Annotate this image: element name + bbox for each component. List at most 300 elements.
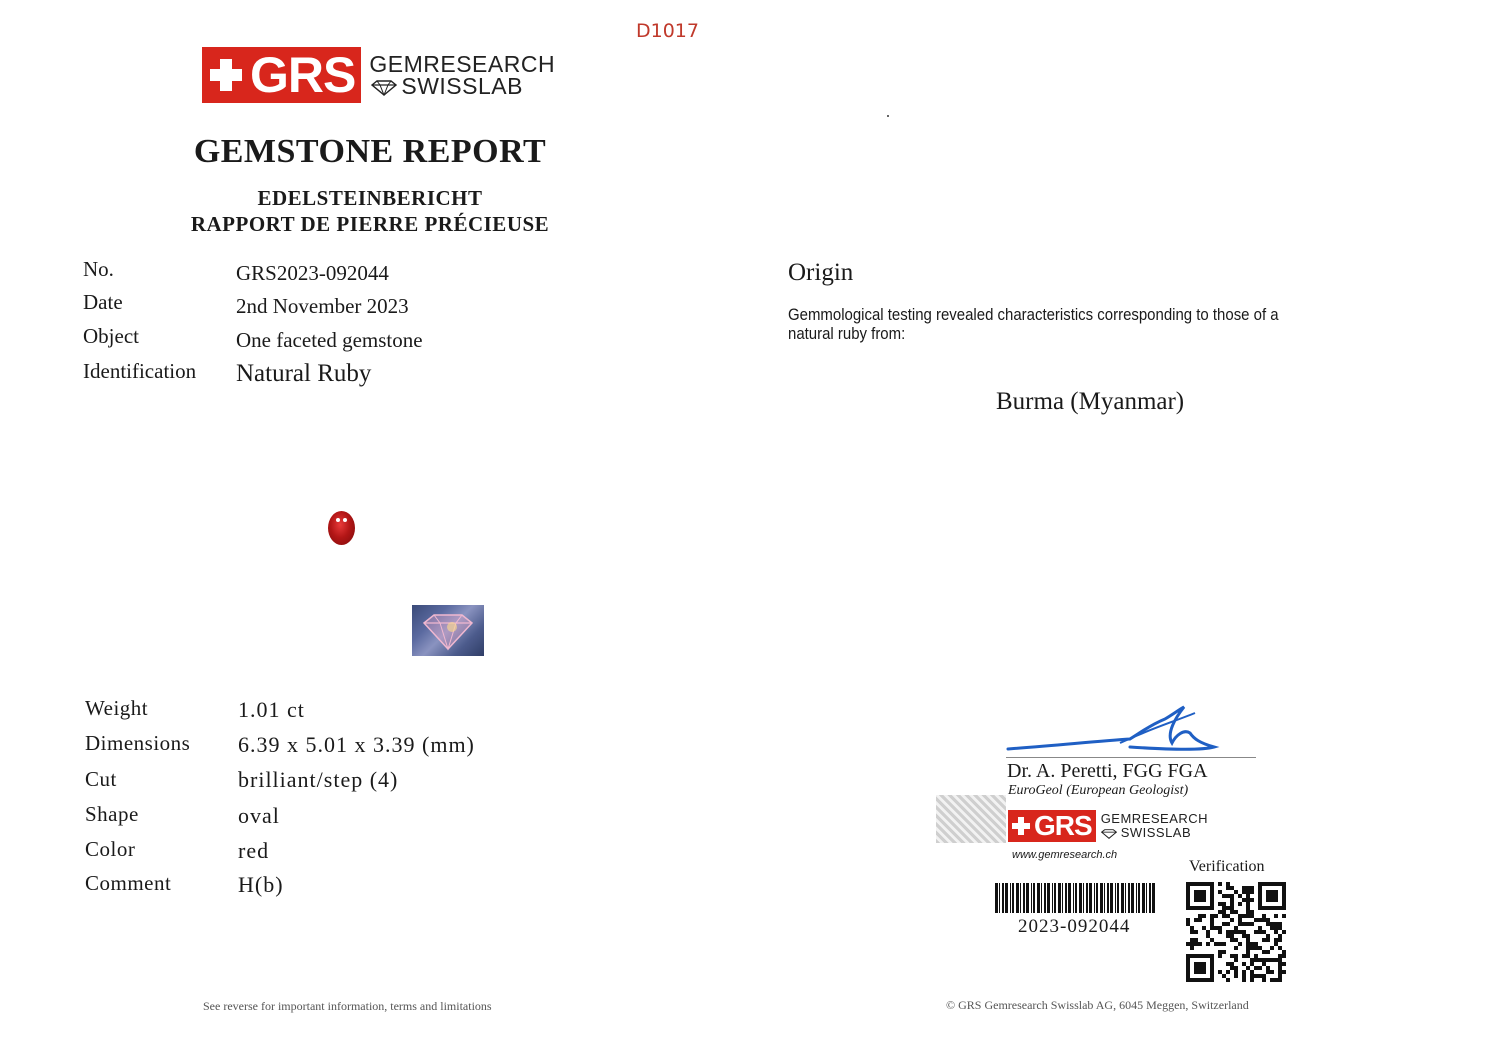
signature-line (1006, 757, 1256, 758)
logo-red-box (202, 47, 361, 103)
barcode-bar (1041, 883, 1042, 913)
qr-module (1186, 898, 1190, 902)
qr-module (1194, 962, 1198, 966)
qr-module (1250, 942, 1254, 946)
qr-module (1230, 910, 1234, 914)
qr-module (1186, 902, 1190, 906)
qr-module (1210, 958, 1214, 962)
qr-module (1254, 958, 1258, 962)
qr-module (1246, 894, 1250, 898)
barcode-bar (1083, 883, 1084, 913)
qr-module (1278, 966, 1282, 970)
qr-module (1198, 898, 1202, 902)
qr-module (1254, 918, 1258, 922)
qr-module (1226, 978, 1230, 982)
barcode-bar (1079, 883, 1082, 913)
qr-module (1186, 942, 1190, 946)
qr-module (1234, 946, 1238, 950)
qr-module (1194, 970, 1198, 974)
barcode-bar (1117, 883, 1119, 913)
qr-module (1242, 930, 1246, 934)
field-value-number: GRS2023-092044 (236, 261, 389, 285)
qr-module (1230, 962, 1234, 966)
qr-module (1262, 978, 1266, 982)
qr-module (1194, 882, 1198, 886)
barcode-bar (1037, 883, 1040, 913)
qr-module (1246, 910, 1250, 914)
gem-reflection (336, 518, 340, 522)
signatory-name: Dr. A. Peretti, FGG FGA (1007, 760, 1208, 782)
qr-module (1186, 882, 1190, 886)
qr-module (1226, 886, 1230, 890)
qr-module (1206, 930, 1210, 934)
qr-module (1270, 922, 1274, 926)
qr-module (1230, 898, 1234, 902)
qr-module (1278, 978, 1282, 982)
prop-label-shape: Shape (85, 802, 139, 826)
barcode-number[interactable]: 2023-092044 (1018, 916, 1131, 937)
qr-module (1210, 882, 1214, 886)
barcode-bar (1128, 883, 1130, 913)
logo-brand-small: GRS (1034, 810, 1092, 841)
diamond-icon (371, 80, 397, 96)
qr-module (1206, 906, 1210, 910)
qr-module (1210, 906, 1214, 910)
qr-module (1242, 886, 1246, 890)
qr-module (1230, 906, 1234, 910)
logo-wordmark (369, 53, 555, 97)
qr-module (1210, 886, 1214, 890)
qr-module (1226, 930, 1230, 934)
qr-module (1230, 918, 1234, 922)
qr-module (1254, 954, 1258, 958)
qr-module (1230, 938, 1234, 942)
qr-module (1186, 894, 1190, 898)
qr-module (1234, 970, 1238, 974)
verification-qr-code[interactable] (1186, 882, 1286, 982)
qr-module (1186, 974, 1190, 978)
qr-module (1194, 930, 1198, 934)
qr-module (1210, 954, 1214, 958)
qr-module (1274, 938, 1278, 942)
barcode-bar (1115, 883, 1116, 913)
qr-module (1250, 978, 1254, 982)
qr-module (1198, 942, 1202, 946)
barcode-bar (1094, 883, 1095, 913)
qr-module (1266, 958, 1270, 962)
qr-module (1198, 970, 1202, 974)
qr-module (1190, 926, 1194, 930)
qr-module (1254, 966, 1258, 970)
qr-module (1226, 934, 1230, 938)
prop-value-shape: oval (238, 803, 280, 828)
field-label-date: Date (83, 290, 123, 314)
qr-module (1266, 922, 1270, 926)
qr-module (1266, 906, 1270, 910)
barcode-bar (1012, 883, 1014, 913)
qr-module (1246, 906, 1250, 910)
qr-module (1238, 914, 1242, 918)
qr-module (1258, 886, 1262, 890)
qr-module (1234, 930, 1238, 934)
qr-module (1186, 918, 1190, 922)
handwritten-reference: D1017 (636, 20, 699, 42)
ruby-photo (328, 511, 355, 545)
qr-module (1250, 962, 1254, 966)
barcode-bar (1110, 883, 1113, 913)
qr-module (1250, 922, 1254, 926)
qr-module (1218, 902, 1222, 906)
qr-module (1198, 882, 1202, 886)
field-value-identification: Natural Ruby (236, 360, 372, 387)
qr-module (1222, 910, 1226, 914)
field-label-object: Object (83, 324, 139, 348)
qr-module (1282, 898, 1286, 902)
qr-module (1190, 906, 1194, 910)
qr-module (1194, 938, 1198, 942)
barcode-bar (1052, 883, 1053, 913)
prop-value-weight: 1.01 ct (238, 697, 305, 722)
qr-module (1282, 902, 1286, 906)
barcode-bar (1044, 883, 1046, 913)
qr-module (1190, 954, 1194, 958)
qr-module (1278, 882, 1282, 886)
qr-module (1246, 966, 1250, 970)
qr-module (1250, 898, 1254, 902)
qr-module (1270, 926, 1274, 930)
report-subtitle-fr: RAPPORT DE PIERRE PRÉCIEUSE (190, 212, 550, 236)
qr-module (1246, 946, 1250, 950)
qr-module (1274, 882, 1278, 886)
qr-module (1282, 894, 1286, 898)
qr-module (1218, 882, 1222, 886)
qr-module (1226, 894, 1230, 898)
qr-module (1218, 942, 1222, 946)
qr-module (1274, 906, 1278, 910)
qr-module (1190, 978, 1194, 982)
qr-module (1266, 890, 1270, 894)
qr-module (1226, 970, 1230, 974)
barcode-bar (1121, 883, 1124, 913)
qr-module (1246, 898, 1250, 902)
qr-module (1266, 882, 1270, 886)
qr-module (1226, 882, 1230, 886)
prop-value-cut: brilliant/step (4) (238, 767, 399, 792)
barcode-bar (1068, 883, 1071, 913)
barcode-bar (1107, 883, 1109, 913)
qr-module (1274, 894, 1278, 898)
origin-heading: Origin (788, 259, 854, 286)
footer-notice: See reverse for important information, terms and limitations (203, 999, 492, 1013)
qr-module (1214, 926, 1218, 930)
qr-module (1270, 946, 1274, 950)
logo-brand: GRS (250, 47, 356, 103)
logo-line2-small: SWISSLAB (1120, 825, 1192, 840)
qr-module (1258, 926, 1262, 930)
qr-module (1186, 962, 1190, 966)
qr-module (1258, 894, 1262, 898)
qr-module (1266, 966, 1270, 970)
qr-module (1198, 890, 1202, 894)
qr-module (1258, 958, 1262, 962)
field-label-identification: Identification (83, 359, 197, 383)
origin-country: Burma (Myanmar) (996, 388, 1185, 415)
report-subtitle-de: EDELSTEINBERICHT (257, 186, 483, 210)
qr-module (1258, 890, 1262, 894)
qr-module (1190, 882, 1194, 886)
barcode-bar (1100, 883, 1103, 913)
qr-module (1194, 966, 1198, 970)
qr-module (1202, 882, 1206, 886)
qr-module (1282, 914, 1286, 918)
qr-module (1198, 918, 1202, 922)
qr-module (1194, 942, 1198, 946)
qr-module (1266, 934, 1270, 938)
qr-module (1274, 898, 1278, 902)
qr-module (1274, 926, 1278, 930)
qr-module (1242, 954, 1246, 958)
barcode-bar (1073, 883, 1074, 913)
qr-module (1194, 918, 1198, 922)
qr-module (1270, 890, 1274, 894)
qr-module (1274, 942, 1278, 946)
qr-module (1278, 906, 1282, 910)
qr-module (1270, 978, 1274, 982)
qr-module (1258, 930, 1262, 934)
qr-module (1186, 922, 1190, 926)
qr-module (1202, 890, 1206, 894)
qr-module (1262, 974, 1266, 978)
qr-module (1210, 962, 1214, 966)
qr-module (1194, 906, 1198, 910)
qr-module (1218, 950, 1222, 954)
qr-module (1262, 918, 1266, 922)
qr-module (1258, 966, 1262, 970)
qr-module (1234, 938, 1238, 942)
qr-module (1186, 886, 1190, 890)
qr-module (1234, 958, 1238, 962)
qr-module (1246, 954, 1250, 958)
qr-module (1246, 922, 1250, 926)
qr-module (1242, 898, 1246, 902)
qr-module (1254, 974, 1258, 978)
qr-module (1230, 954, 1234, 958)
qr-module (1218, 910, 1222, 914)
prop-value-dimensions: 6.39 x 5.01 x 3.39 (mm) (238, 732, 475, 757)
qr-module (1214, 942, 1218, 946)
qr-module (1194, 894, 1198, 898)
qr-module (1206, 934, 1210, 938)
report-title: GEMSTONE REPORT (193, 133, 547, 170)
prop-label-comment: Comment (85, 871, 172, 895)
qr-module (1254, 942, 1258, 946)
qr-module (1198, 954, 1202, 958)
barcode-bar (1096, 883, 1098, 913)
qr-module (1210, 914, 1214, 918)
prop-value-comment: H(b) (238, 872, 284, 897)
qr-module (1206, 882, 1210, 886)
qr-module (1238, 902, 1242, 906)
logo-line1-small: GEMRESEARCH (1100, 811, 1209, 826)
qr-module (1274, 930, 1278, 934)
qr-module (1222, 942, 1226, 946)
qr-module (1222, 922, 1226, 926)
barcode-bar (1023, 883, 1025, 913)
qr-module (1250, 958, 1254, 962)
qr-module (1250, 970, 1254, 974)
qr-module (1242, 978, 1246, 982)
qr-module (1278, 970, 1282, 974)
barcode-bar (1149, 883, 1151, 913)
qr-module (1234, 966, 1238, 970)
barcode (995, 883, 1155, 913)
qr-module (1202, 970, 1206, 974)
qr-module (1186, 966, 1190, 970)
qr-module (1226, 906, 1230, 910)
qr-module (1222, 906, 1226, 910)
qr-module (1258, 898, 1262, 902)
qr-module (1282, 950, 1286, 954)
qr-module (1274, 890, 1278, 894)
barcode-bar (1138, 883, 1140, 913)
qr-module (1242, 914, 1246, 918)
barcode-bar (995, 883, 998, 913)
qr-module (1250, 914, 1254, 918)
qr-module (1238, 942, 1242, 946)
qr-module (1278, 922, 1282, 926)
barcode-bar (1142, 883, 1145, 913)
swiss-cross-icon (206, 55, 246, 95)
qr-module (1238, 894, 1242, 898)
barcode-bar (1086, 883, 1088, 913)
qr-module (1266, 894, 1270, 898)
qr-module (1274, 958, 1278, 962)
qr-module (1210, 894, 1214, 898)
qr-module (1210, 966, 1214, 970)
qr-module (1278, 954, 1282, 958)
prop-label-color: Color (85, 837, 136, 861)
prop-label-cut: Cut (85, 767, 117, 791)
barcode-bar (1010, 883, 1011, 913)
qr-module (1202, 894, 1206, 898)
grs-logo (202, 47, 555, 103)
qr-module (1262, 958, 1266, 962)
prop-label-weight: Weight (85, 696, 149, 720)
qr-module (1190, 938, 1194, 942)
barcode-bar (1058, 883, 1061, 913)
origin-text: Gemmological testing revealed characteristics corresponding to those of a natural ruby from: (788, 305, 1279, 343)
qr-module (1230, 894, 1234, 898)
qr-module (1238, 918, 1242, 922)
qr-module (1242, 970, 1246, 974)
qr-module (1250, 890, 1254, 894)
qr-module (1282, 930, 1286, 934)
qr-module (1266, 898, 1270, 902)
qr-module (1258, 902, 1262, 906)
qr-module (1274, 914, 1278, 918)
barcode-bar (1033, 883, 1035, 913)
barcode-bar (1026, 883, 1029, 913)
logo-line2-small-wrap (1101, 826, 1208, 840)
grs-logo-small (1008, 810, 1208, 842)
qr-module (1278, 934, 1282, 938)
qr-module (1202, 914, 1206, 918)
qr-module (1198, 894, 1202, 898)
qr-module (1218, 954, 1222, 958)
logo-red-box-small (1008, 810, 1096, 842)
signatory-title: EuroGeol (European Geologist) (1008, 783, 1189, 798)
qr-module (1254, 930, 1258, 934)
qr-module (1262, 906, 1266, 910)
qr-module (1194, 978, 1198, 982)
qr-module (1258, 974, 1262, 978)
qr-module (1230, 966, 1234, 970)
qr-module (1202, 966, 1206, 970)
qr-module (1222, 914, 1226, 918)
barcode-bar (1031, 883, 1032, 913)
prop-label-dimensions: Dimensions (85, 731, 191, 755)
qr-module (1194, 890, 1198, 894)
qr-module (1210, 918, 1214, 922)
qr-module (1230, 902, 1234, 906)
signature-icon (1000, 703, 1230, 763)
qr-module (1226, 922, 1230, 926)
qr-module (1270, 958, 1274, 962)
website-url: www.gemresearch.ch (1012, 849, 1118, 861)
qr-module (1218, 970, 1222, 974)
qr-module (1282, 906, 1286, 910)
qr-module (1198, 978, 1202, 982)
swiss-cross-icon (1010, 815, 1032, 837)
qr-module (1266, 918, 1270, 922)
barcode-bar (1002, 883, 1004, 913)
qr-module (1202, 962, 1206, 966)
verification-label: Verification (1189, 858, 1265, 875)
qr-module (1278, 938, 1282, 942)
qr-module (1234, 926, 1238, 930)
hologram-diamond-icon (412, 605, 484, 656)
qr-module (1282, 890, 1286, 894)
qr-module (1258, 918, 1262, 922)
qr-module (1262, 938, 1266, 942)
qr-module (1210, 926, 1214, 930)
qr-module (1250, 974, 1254, 978)
qr-module (1270, 894, 1274, 898)
qr-module (1282, 962, 1286, 966)
barcode-bar (1005, 883, 1008, 913)
qr-module (1210, 970, 1214, 974)
qr-module (1206, 978, 1210, 982)
barcode-bar (1152, 883, 1155, 913)
logo-line2: SWISSLAB (401, 73, 523, 99)
qr-module (1246, 934, 1250, 938)
qr-module (1222, 974, 1226, 978)
qr-module (1262, 950, 1266, 954)
qr-module (1210, 898, 1214, 902)
qr-module (1218, 930, 1222, 934)
qr-module (1258, 946, 1262, 950)
logo-wordmark-small (1101, 812, 1208, 840)
qr-module (1210, 974, 1214, 978)
qr-module (1274, 978, 1278, 982)
qr-module (1234, 954, 1238, 958)
qr-module (1246, 890, 1250, 894)
barcode-bar (1125, 883, 1126, 913)
qr-module (1258, 882, 1262, 886)
qr-module (1186, 906, 1190, 910)
qr-module (1246, 886, 1250, 890)
qr-module (1218, 926, 1222, 930)
